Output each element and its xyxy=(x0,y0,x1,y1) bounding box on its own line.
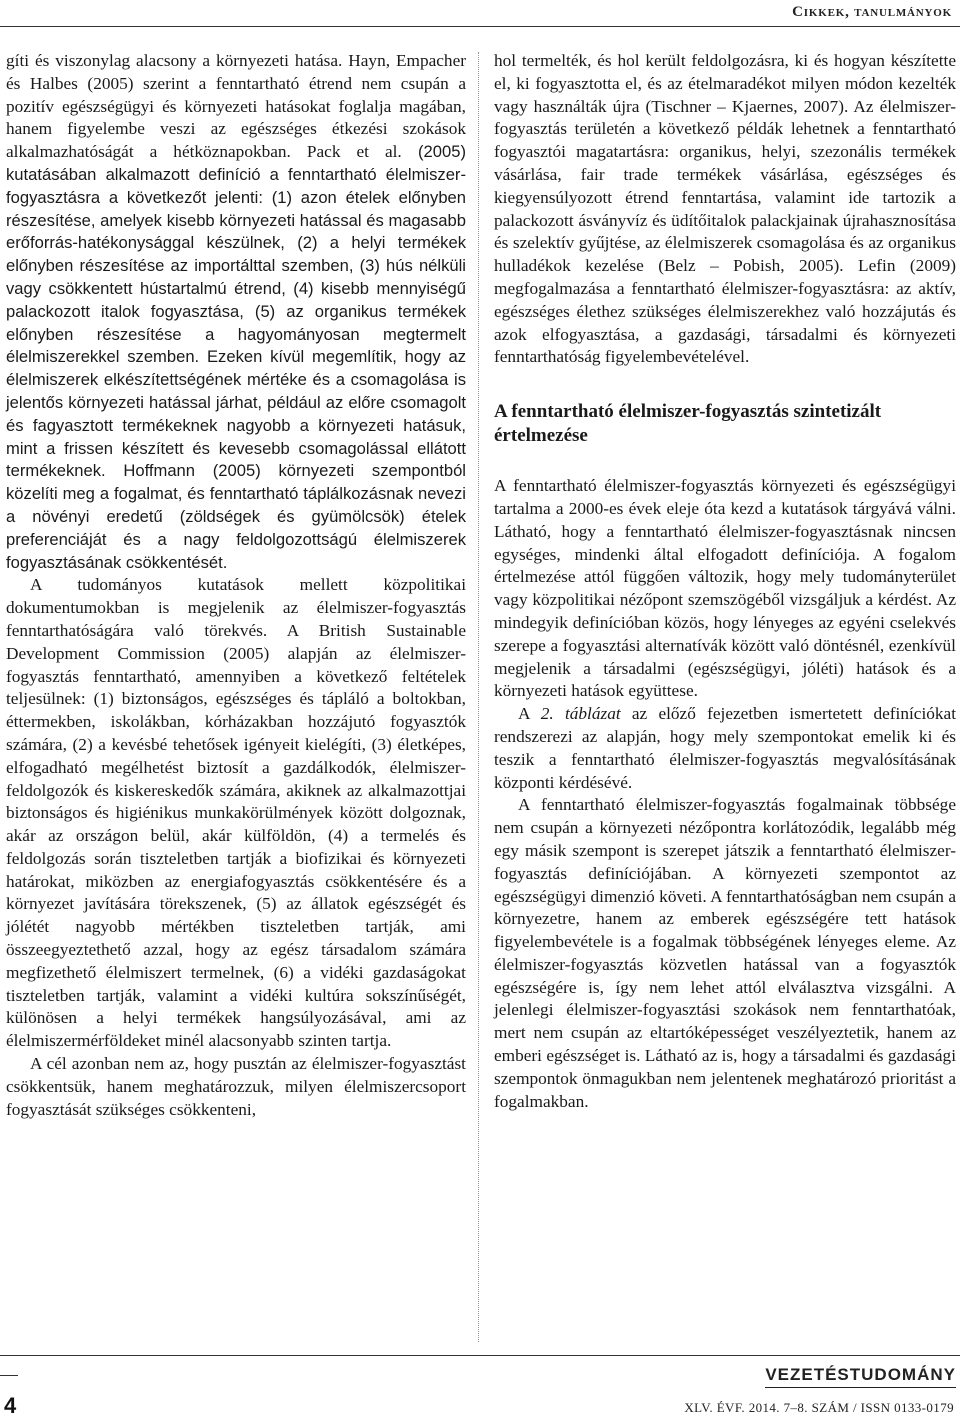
left-column xyxy=(6,50,466,1121)
paragraph-text: Az élelmiszer-fogyasztás területén a következő példák lehetnek a fenntartható fogyasztói magatartásra: organikus, helyi, szezonális termékek vásárlása, fair trade termékek vásárlása, egészséges és kiegyensúlyozott étrend fenntartása, valamint ide tartozik a palackozott ásványvíz és üdítőitalok palackjainak újrahasznosítása és szelektív gyűjtése, az élelmiszerek csomagolása és az organikus hulladékok kezelése (Belz – Pobish, 2005). Lefin (2009) megfogalmazása a fenntartható élelmiszer-fogyasztásra: az aktív, egészséges élethez szükséges élelmiszerekhez való hozzájutás és azok elfogyasztása, a gazdasági, társadalmi és környezeti fenntarthatóság figyelembevételével. xyxy=(494,96,956,367)
paragraph: A cél azonban nem az, hogy pusztán az élelmiszer-fogyasztást csökkentsük, hanem meghatározzuk, milyen élelmiszercsoport fogyasztását szükséges csökkenteni, xyxy=(6,1054,466,1119)
footer-corner-mark xyxy=(0,1375,18,1376)
paragraph-text: az előző fejezetben ismertetett definíciókat rendszerezi az alapján, hogy mely szempontokat emelik ki és teszik a fenntartható élelmiszer-fogyasztás megvalósításának központi kérdésévé. xyxy=(494,704,957,792)
section-header-title: Cikkek, tanulmányok xyxy=(792,4,952,20)
journal-title-text: VEZETÉSTUDOMÁNY xyxy=(765,1365,956,1384)
paragraph-text: (2005) kutatásában alkalmazott definíció a fenntartható élelmiszer-fogyasztásra a következőt jelenti: (1) azon ételek előnyben részesítése, amelyek kisebb környezeti hatással és magasabb erőforrás-hatékonysággal készülnek, (2) a helyi termékek előnyben részesítése az importálttal szemben, (3) hús nélküli vagy csökkentett hústartalmú étrend, (4) kisebb mennyiségű palackozott italok fogyasztása, (5) az organikus termékek előnyben részesítése a hagyományosan megtermelt élelmiszerekkel szemben. Ezeken kívül megemlítik, hogy az élelmiszerek elkészítettségének mértéke és a csomagolása is jelentős környezeti hatással járhat, például az előre csomagolt és fagyasztott termékeknek nagyobb a környezeti hatásuk, mint a frissen készített és kevesebb csomagolással ellátott termékeknek. Hoffmann (2005) környezeti szempontból közelíti meg a fogalmat, és fenntartható táplálkozásnak nevezi a növényi eredetű (zöldségek és gyümölcsök) ételek preferenciáját és a nagy feldolgozottságú élelmiszerek fogyasztásának csökkentését. xyxy=(6,142,466,572)
paragraph-text: gíti és viszonylag alacsony a környezeti hatása. Hayn, Empacher és Halbes (2005) szerint a fenntartható étrend nem csupán a pozitív egészségügyi és környezeti hatásokat foglalja magában, hanem figyelembe veszi az egészséges étkezési szokások alkalmazhatóságát a hétköznapokban. Pack et al. xyxy=(6,51,466,162)
table-reference: 2. táblázat xyxy=(540,704,621,724)
paragraph: A fenntartható élelmiszer-fogyasztás környezeti és egészségügyi tartalma a 2000-es évek eleje óta kezd a kutatások tárgyává válni. Látható, hogy a fenntartható élelmiszer-fogyasztásnak nincsen egységes, mindenki által elfogadott definíciója. A fogalom értelmezése attól függően változik, hogy mely tudományterület vagy közpolitikai nézőpont szemszögéből vizsgáljuk a kérdést. Az mindegyik definícióban közös, hogy lényeges az egyéni cselekvés szerepe a fogyasztási alternatívák között való döntésnél, ezenkívül megjelenik a társadalmi (egészségügyi, jóléti) hatások és a környezeti hatások együttese. xyxy=(494,476,956,701)
paragraph: A fenntartható élelmiszer-fogyasztás fogalmainak többsége nem csupán a környezeti nézőpontra korlátozódik, legalább még egy másik szempont is szerepet játszik a fenntartható élelmiszer-fogyasztás definíciójában. A környezeti szempontot az egészségügyi dimenzió követi. A fenntarthatóságban nem csupán a környezetre, hanem az emberek egészségére tett hatások figyelembevétele is a fogalmak többségének lényeges eleme. Az élelmiszer-fogyasztás közvetlen hatással van a fogyasztók egészségére is, így nem lehet attól elválasztva vizsgálni. A jelenlegi élelmiszer-fogyasztási szokások nem fenntarthatóak, mert nem csupán az eltartóképességet veszélyeztetik, hanem az emberi egészséget is. Látható az is, hogy a társadalmi és gazdasági szempontok önmagukban nem jelentenek meghatározó prioritást a fogalmakban. xyxy=(494,795,956,1111)
paragraph: A tudományos kutatások mellett közpolitikai dokumentumokban is megjelenik az élelmiszer-fogyasztás fenntarthatóságára való törekvés. A British Sustainable Development Commission (2005) alapján az élelmiszer-fogyasztás fenntartható, amennyiben a következő feltételek teljesülnek: (1) biztonságos, egészséges és tápláló a boltokban, éttermekben, iskolákban, kórházakban hozzájutó fogyasztók számára, (2) a kevésbé tehetősek igényeit kielégíti, (3) életképes, elfogadható megélhetést biztosít a gazdálkodók, élelmiszer-feldolgozók és kiskereskedők számára, akiknek az alkalmazottjai biztonságos és higiénikus munkakörülmények között dolgoznak, akár az országon belül, akár külföldön, (4) a termelés és feldolgozás során tiszteletben tartják a biofizikai és környezeti határokat, miközben az energiafogyasztás csökkentésére és a környezet javítására törekszenek, (5) az állatok egészségét és jólétét nagyobb mértékben tiszteletben tartják, ami összeegyeztethető azzal, hogy az egész társadalom számára megfizethető élelmiszert termelnek, (6) a vidéki gazdaságokat tiszteletben tartják, valamint a vidéki kultúra sokszínűségét, különösen a helyi termékek hangsúlyozásával, ami az élelmiszermérföldeket minél alacsonyabb szinten tartja. xyxy=(6,575,466,1051)
journal-title-underline xyxy=(765,1387,956,1388)
footer-rule xyxy=(0,1355,960,1356)
right-column xyxy=(494,50,956,1113)
column-divider xyxy=(478,52,479,1342)
paragraph-text: hol termelték, és hol került feldolgozásra, ki és hogyan készítette el, ki fogyasztotta el, és az ételmaradékot milyen módon kezelték vagy használták újra (Tischner – Kjaernes, 2007). xyxy=(494,51,956,116)
issue-info: XLV. ÉVF. 2014. 7–8. SZÁM / ISSN 0133-0179 xyxy=(684,1400,954,1415)
page-number: 4 xyxy=(4,1393,17,1418)
paragraph xyxy=(6,50,466,574)
journal-title xyxy=(765,1365,956,1385)
paragraph-text: A xyxy=(518,704,541,724)
paragraph xyxy=(494,703,956,794)
section-heading: A fenntartható élelmiszer-fogyasztás szintetizált értelmezése xyxy=(494,401,882,447)
header-rule xyxy=(0,26,960,27)
paragraph xyxy=(494,50,956,369)
